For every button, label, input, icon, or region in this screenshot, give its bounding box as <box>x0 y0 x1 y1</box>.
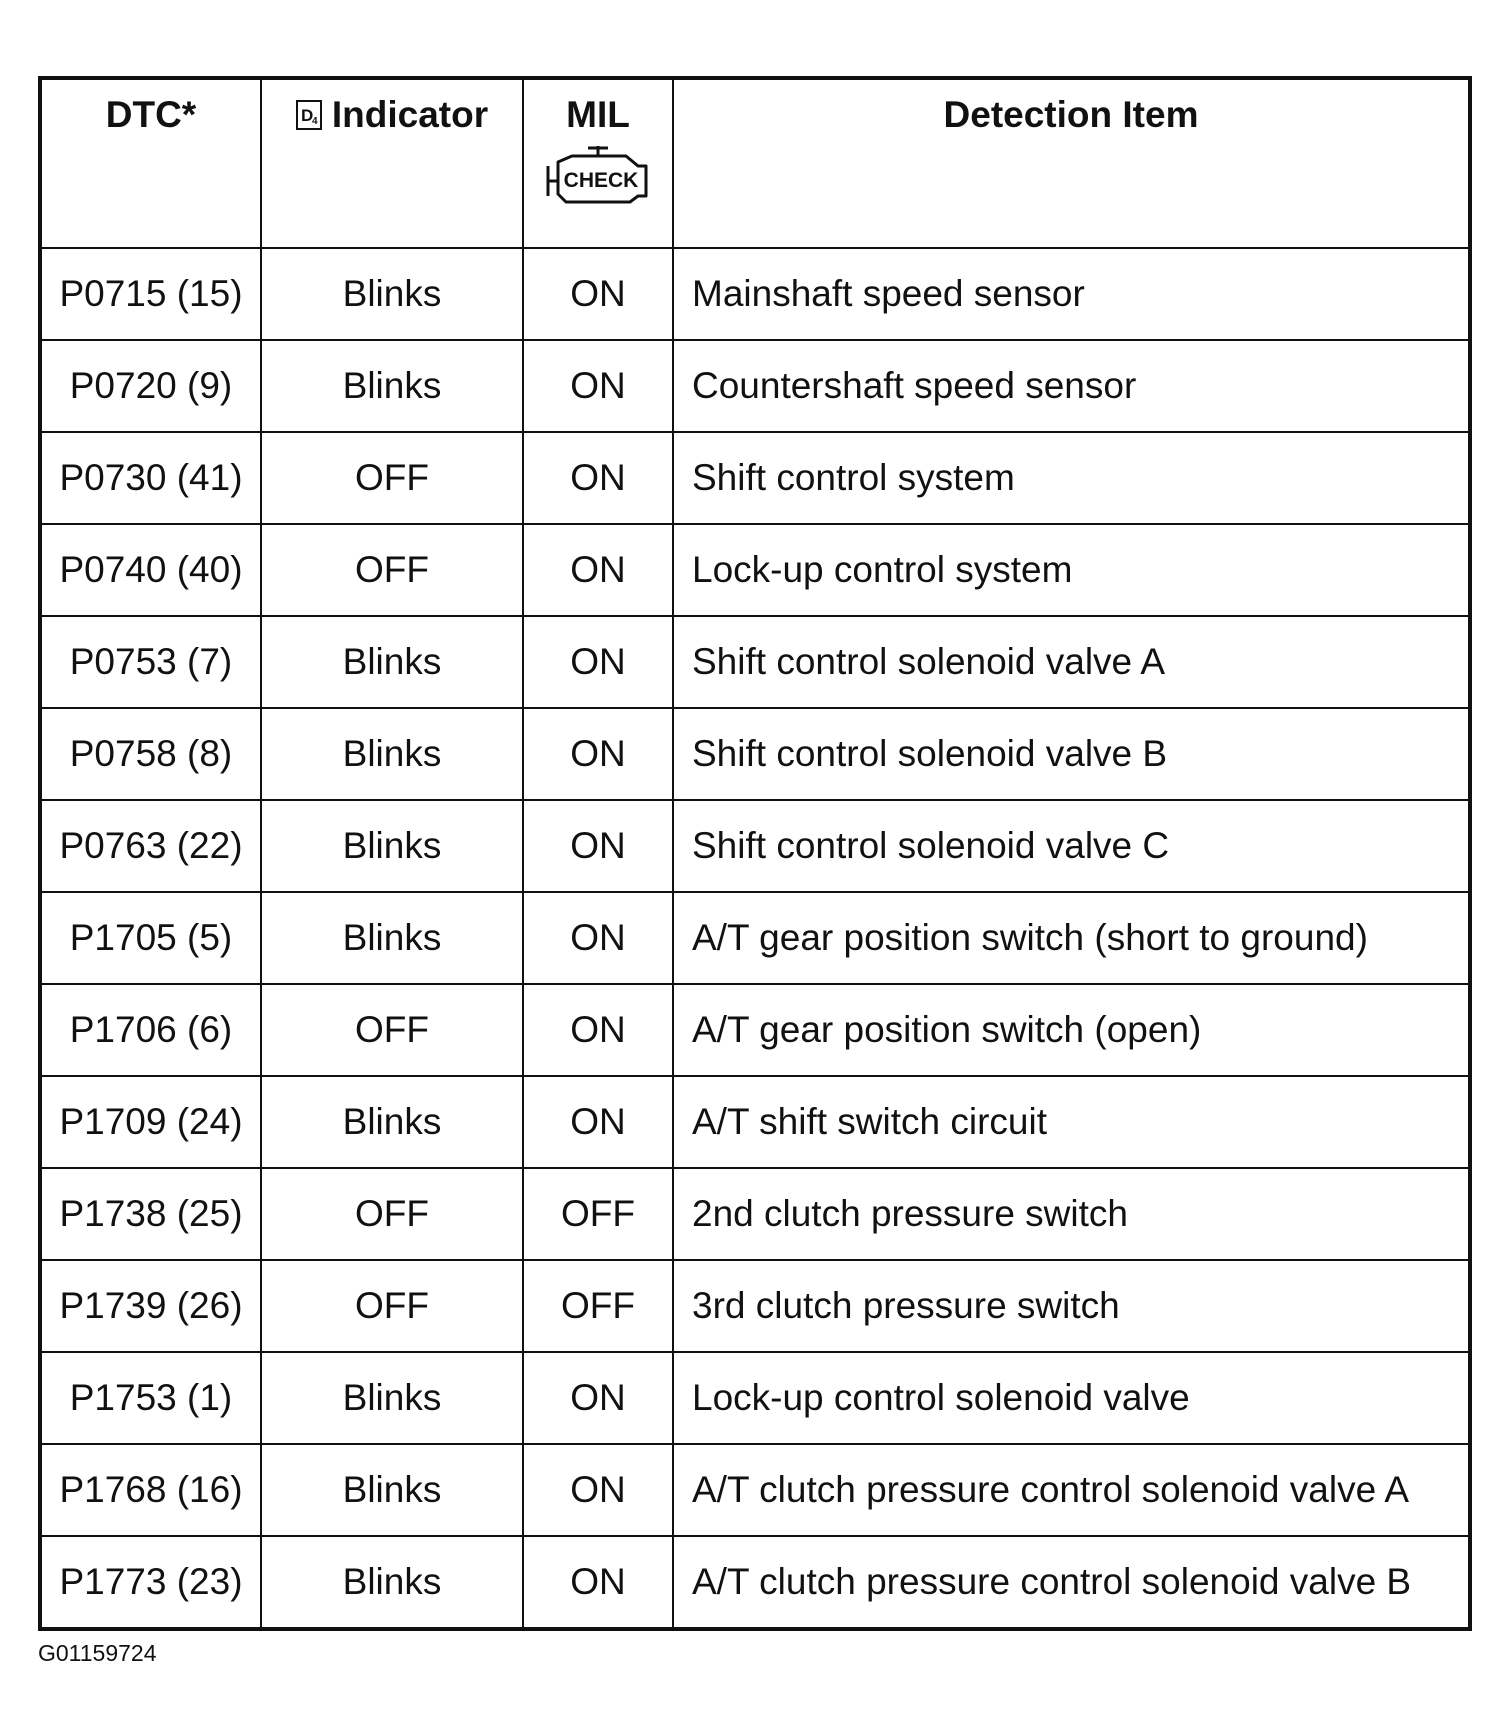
cell-detection-item: 2nd clutch pressure switch <box>673 1168 1470 1260</box>
cell-indicator: Blinks <box>261 616 523 708</box>
table-row <box>40 1352 1470 1444</box>
cell-detection-item: A/T gear position switch (open) <box>673 984 1470 1076</box>
cell-detection-item: 3rd clutch pressure switch <box>673 1260 1470 1352</box>
cell-mil: OFF <box>523 1168 673 1260</box>
table-row <box>40 1444 1470 1536</box>
cell-dtc: P0758 (8) <box>40 708 261 800</box>
table-row <box>40 616 1470 708</box>
table-row <box>40 248 1470 340</box>
table-row <box>40 708 1470 800</box>
cell-detection-item: Shift control solenoid valve B <box>673 708 1470 800</box>
cell-mil: ON <box>523 1352 673 1444</box>
cell-detection-item: Mainshaft speed sensor <box>673 248 1470 340</box>
table-row <box>40 524 1470 616</box>
cell-indicator: Blinks <box>261 248 523 340</box>
cell-mil: ON <box>523 524 673 616</box>
cell-indicator: OFF <box>261 432 523 524</box>
cell-detection-item: Shift control system <box>673 432 1470 524</box>
cell-indicator: Blinks <box>261 1536 523 1629</box>
cell-indicator: Blinks <box>261 1352 523 1444</box>
cell-dtc: P1739 (26) <box>40 1260 261 1352</box>
cell-indicator: OFF <box>261 524 523 616</box>
cell-dtc: P0740 (40) <box>40 524 261 616</box>
header-mil-label: MIL <box>566 94 630 135</box>
cell-detection-item: Countershaft speed sensor <box>673 340 1470 432</box>
cell-detection-item: A/T gear position switch (short to ground) <box>673 892 1470 984</box>
cell-detection-item: Lock-up control system <box>673 524 1470 616</box>
header-dtc: DTC* <box>40 78 261 248</box>
table-row <box>40 892 1470 984</box>
cell-indicator: Blinks <box>261 1076 523 1168</box>
cell-detection-item: Shift control solenoid valve C <box>673 800 1470 892</box>
svg-text:CHECK: CHECK <box>563 169 639 192</box>
cell-detection-item: A/T clutch pressure control solenoid valve B <box>673 1536 1470 1629</box>
cell-indicator: OFF <box>261 1260 523 1352</box>
cell-mil: ON <box>523 616 673 708</box>
cell-indicator: Blinks <box>261 340 523 432</box>
table-row <box>40 800 1470 892</box>
cell-dtc: P1768 (16) <box>40 1444 261 1536</box>
cell-mil: ON <box>523 432 673 524</box>
cell-mil: ON <box>523 1444 673 1536</box>
table-body <box>40 248 1470 1629</box>
cell-detection-item: Lock-up control solenoid valve <box>673 1352 1470 1444</box>
table-row <box>40 340 1470 432</box>
cell-mil: ON <box>523 984 673 1076</box>
cell-mil: ON <box>523 800 673 892</box>
cell-dtc: P1709 (24) <box>40 1076 261 1168</box>
cell-dtc: P0720 (9) <box>40 340 261 432</box>
cell-dtc: P0763 (22) <box>40 800 261 892</box>
cell-dtc: P0715 (15) <box>40 248 261 340</box>
cell-dtc: P0753 (7) <box>40 616 261 708</box>
header-indicator <box>261 78 523 248</box>
check-engine-icon <box>544 144 652 206</box>
cell-indicator: Blinks <box>261 800 523 892</box>
header-mil <box>523 78 673 248</box>
table-row <box>40 432 1470 524</box>
cell-dtc: P1706 (6) <box>40 984 261 1076</box>
cell-indicator: Blinks <box>261 708 523 800</box>
cell-detection-item: A/T clutch pressure control solenoid valve A <box>673 1444 1470 1536</box>
cell-dtc: P1738 (25) <box>40 1168 261 1260</box>
header-detection-item: Detection Item <box>673 78 1470 248</box>
cell-indicator: Blinks <box>261 1444 523 1536</box>
cell-mil: ON <box>523 892 673 984</box>
cell-dtc: P1773 (23) <box>40 1536 261 1629</box>
table-row <box>40 1536 1470 1629</box>
cell-dtc: P1705 (5) <box>40 892 261 984</box>
cell-mil: ON <box>523 708 673 800</box>
cell-indicator: OFF <box>261 1168 523 1260</box>
cell-dtc: P1753 (1) <box>40 1352 261 1444</box>
header-indicator-label: Indicator <box>331 94 489 135</box>
cell-detection-item: Shift control solenoid valve A <box>673 616 1470 708</box>
svg-text:4: 4 <box>311 116 318 127</box>
cell-dtc: P0730 (41) <box>40 432 261 524</box>
cell-mil: ON <box>523 1076 673 1168</box>
table-row <box>40 1168 1470 1260</box>
cell-indicator: OFF <box>261 984 523 1076</box>
table-row <box>40 984 1470 1076</box>
table-row <box>40 1260 1470 1352</box>
figure-code: G01159724 <box>38 1640 157 1666</box>
dtc-table <box>38 76 1472 1631</box>
cell-indicator: Blinks <box>261 892 523 984</box>
d4-indicator-icon <box>296 100 322 130</box>
table-header-row <box>40 78 1470 248</box>
cell-mil: OFF <box>523 1260 673 1352</box>
table-row <box>40 1076 1470 1168</box>
cell-detection-item: A/T shift switch circuit <box>673 1076 1470 1168</box>
svg-text:D: D <box>300 106 314 125</box>
cell-mil: ON <box>523 340 673 432</box>
cell-mil: ON <box>523 248 673 340</box>
cell-mil: ON <box>523 1536 673 1629</box>
